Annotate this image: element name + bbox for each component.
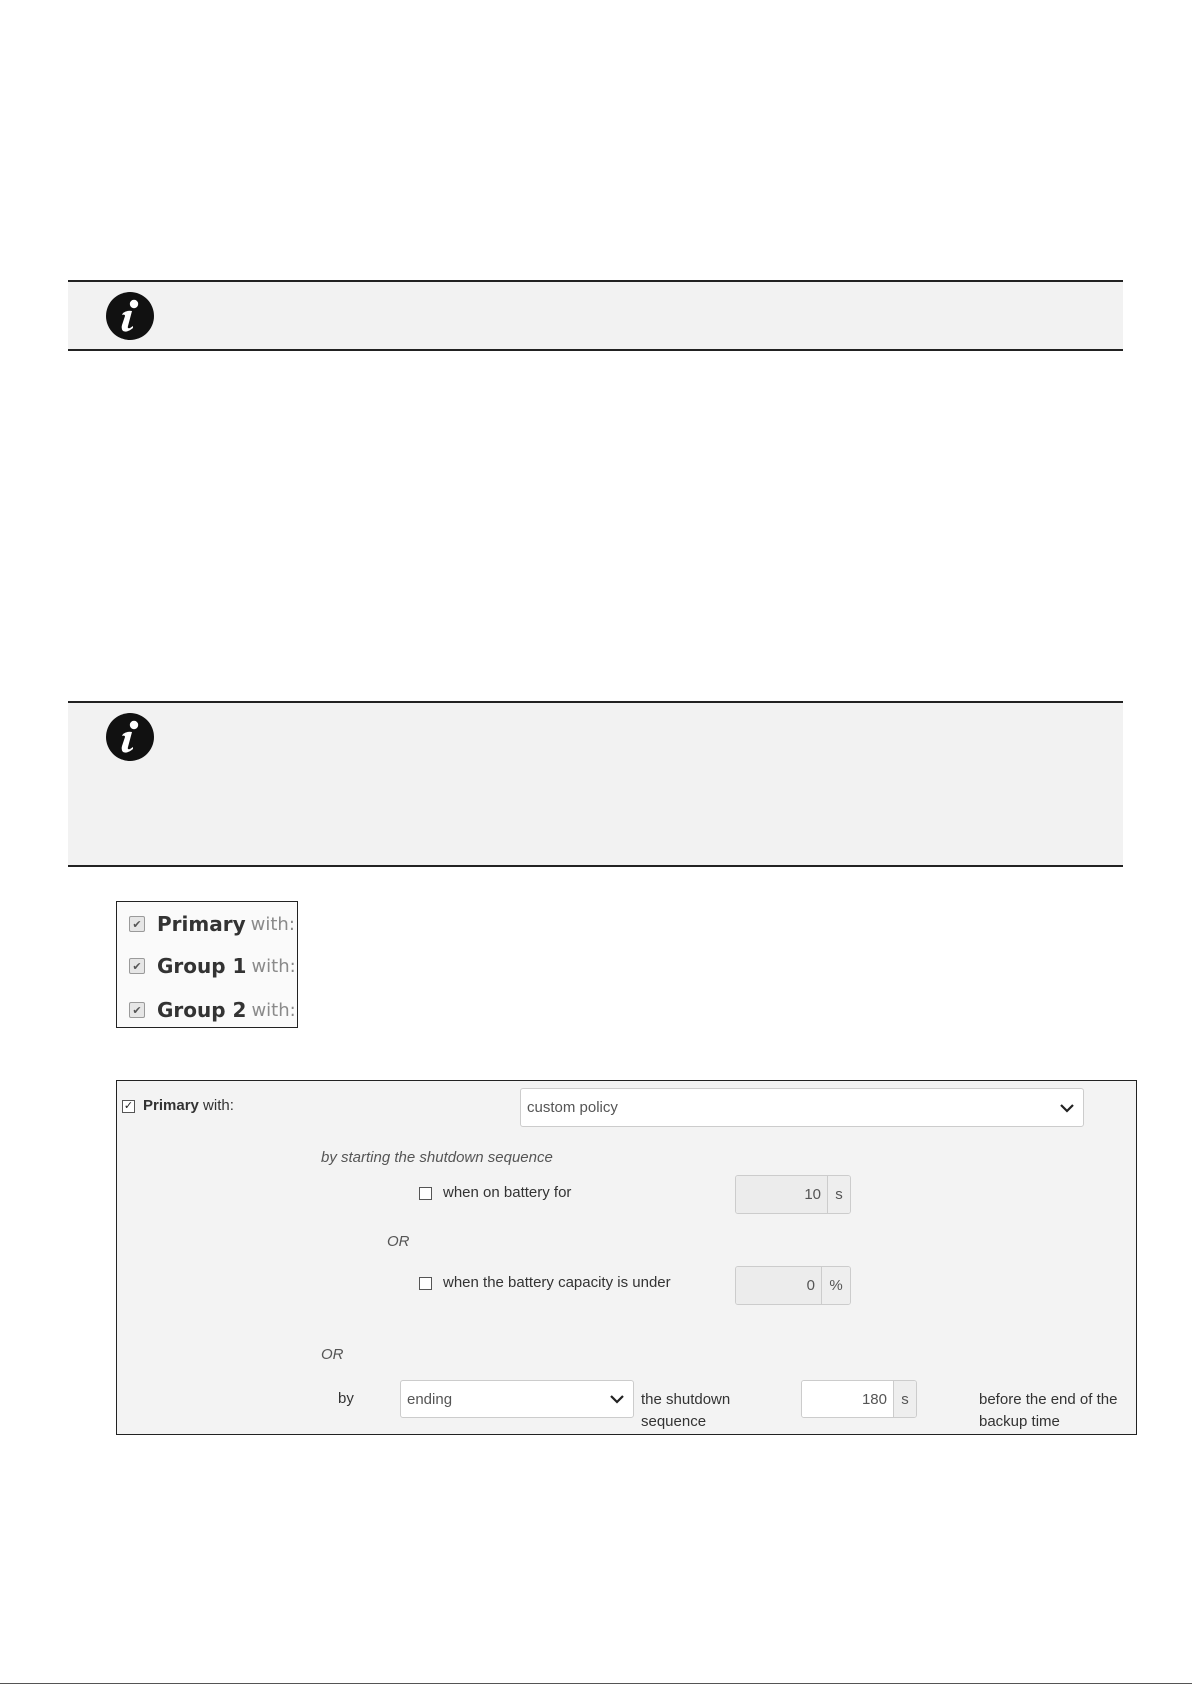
primary-name: Primary bbox=[157, 912, 246, 936]
primary-with: with: bbox=[250, 913, 295, 935]
on-battery-duration-input[interactable] bbox=[735, 1175, 851, 1214]
capacity-checkbox[interactable] bbox=[419, 1277, 432, 1290]
on-battery-checkbox[interactable] bbox=[419, 1187, 432, 1200]
on-battery-label: when on battery for bbox=[443, 1184, 572, 1201]
ending-select[interactable] bbox=[400, 1380, 634, 1418]
primary-row[interactable] bbox=[129, 911, 295, 937]
chevron-down-icon bbox=[609, 1394, 625, 1404]
primary-checkbox[interactable]: ✓ bbox=[123, 1100, 134, 1112]
shutdown-policy-panel bbox=[116, 1080, 1137, 1435]
backup-time-value: 180 bbox=[802, 1381, 893, 1417]
capacity-label: when the battery capacity is under bbox=[443, 1274, 671, 1291]
group-1-name: Group 1 bbox=[157, 954, 247, 978]
checkbox-checked-icon[interactable]: ✔ bbox=[129, 958, 145, 974]
group-1-with: with: bbox=[251, 955, 296, 977]
shutdown-text-line-2: sequence bbox=[641, 1413, 707, 1430]
shutdown-sequence-text bbox=[641, 1389, 730, 1433]
group-2-row[interactable] bbox=[129, 997, 296, 1023]
info-icon bbox=[105, 291, 155, 341]
start-sequence-heading: by starting the shutdown sequence bbox=[321, 1149, 553, 1166]
capacity-input[interactable] bbox=[735, 1266, 851, 1305]
shutdown-text-line-1: the shutdown bbox=[641, 1391, 731, 1408]
policy-select[interactable] bbox=[520, 1088, 1084, 1127]
checkbox-checked-icon[interactable]: ✔ bbox=[129, 1002, 145, 1018]
or-label: OR bbox=[321, 1346, 344, 1363]
primary-label: Primary bbox=[143, 1097, 199, 1114]
info-note-2 bbox=[68, 701, 1123, 867]
chevron-down-icon bbox=[1059, 1103, 1075, 1113]
backup-text-line-2: backup time bbox=[979, 1413, 1060, 1430]
backup-time-text bbox=[979, 1389, 1117, 1433]
on-battery-unit: s bbox=[827, 1176, 850, 1213]
backup-text-line-1: before the end of the bbox=[979, 1391, 1118, 1408]
info-icon bbox=[105, 712, 155, 762]
policy-select-value: custom policy bbox=[527, 1099, 618, 1116]
on-battery-value: 10 bbox=[736, 1176, 827, 1213]
by-label: by bbox=[338, 1390, 354, 1407]
capacity-value: 0 bbox=[736, 1267, 821, 1304]
primary-with-label: with: bbox=[203, 1097, 234, 1114]
info-note-1 bbox=[68, 280, 1123, 351]
group-checkbox-panel bbox=[116, 901, 298, 1028]
or-label: OR bbox=[387, 1233, 410, 1250]
backup-time-unit: s bbox=[893, 1381, 916, 1417]
group-2-name: Group 2 bbox=[157, 998, 247, 1022]
ending-select-value: ending bbox=[407, 1390, 453, 1408]
backup-time-input[interactable] bbox=[801, 1380, 917, 1418]
page-bottom-divider bbox=[0, 1683, 1192, 1684]
capacity-unit: % bbox=[821, 1267, 850, 1304]
group-1-row[interactable] bbox=[129, 953, 296, 979]
primary-label-group bbox=[143, 1097, 234, 1114]
group-2-with: with: bbox=[251, 999, 296, 1021]
checkbox-checked-icon[interactable]: ✔ bbox=[129, 916, 145, 932]
